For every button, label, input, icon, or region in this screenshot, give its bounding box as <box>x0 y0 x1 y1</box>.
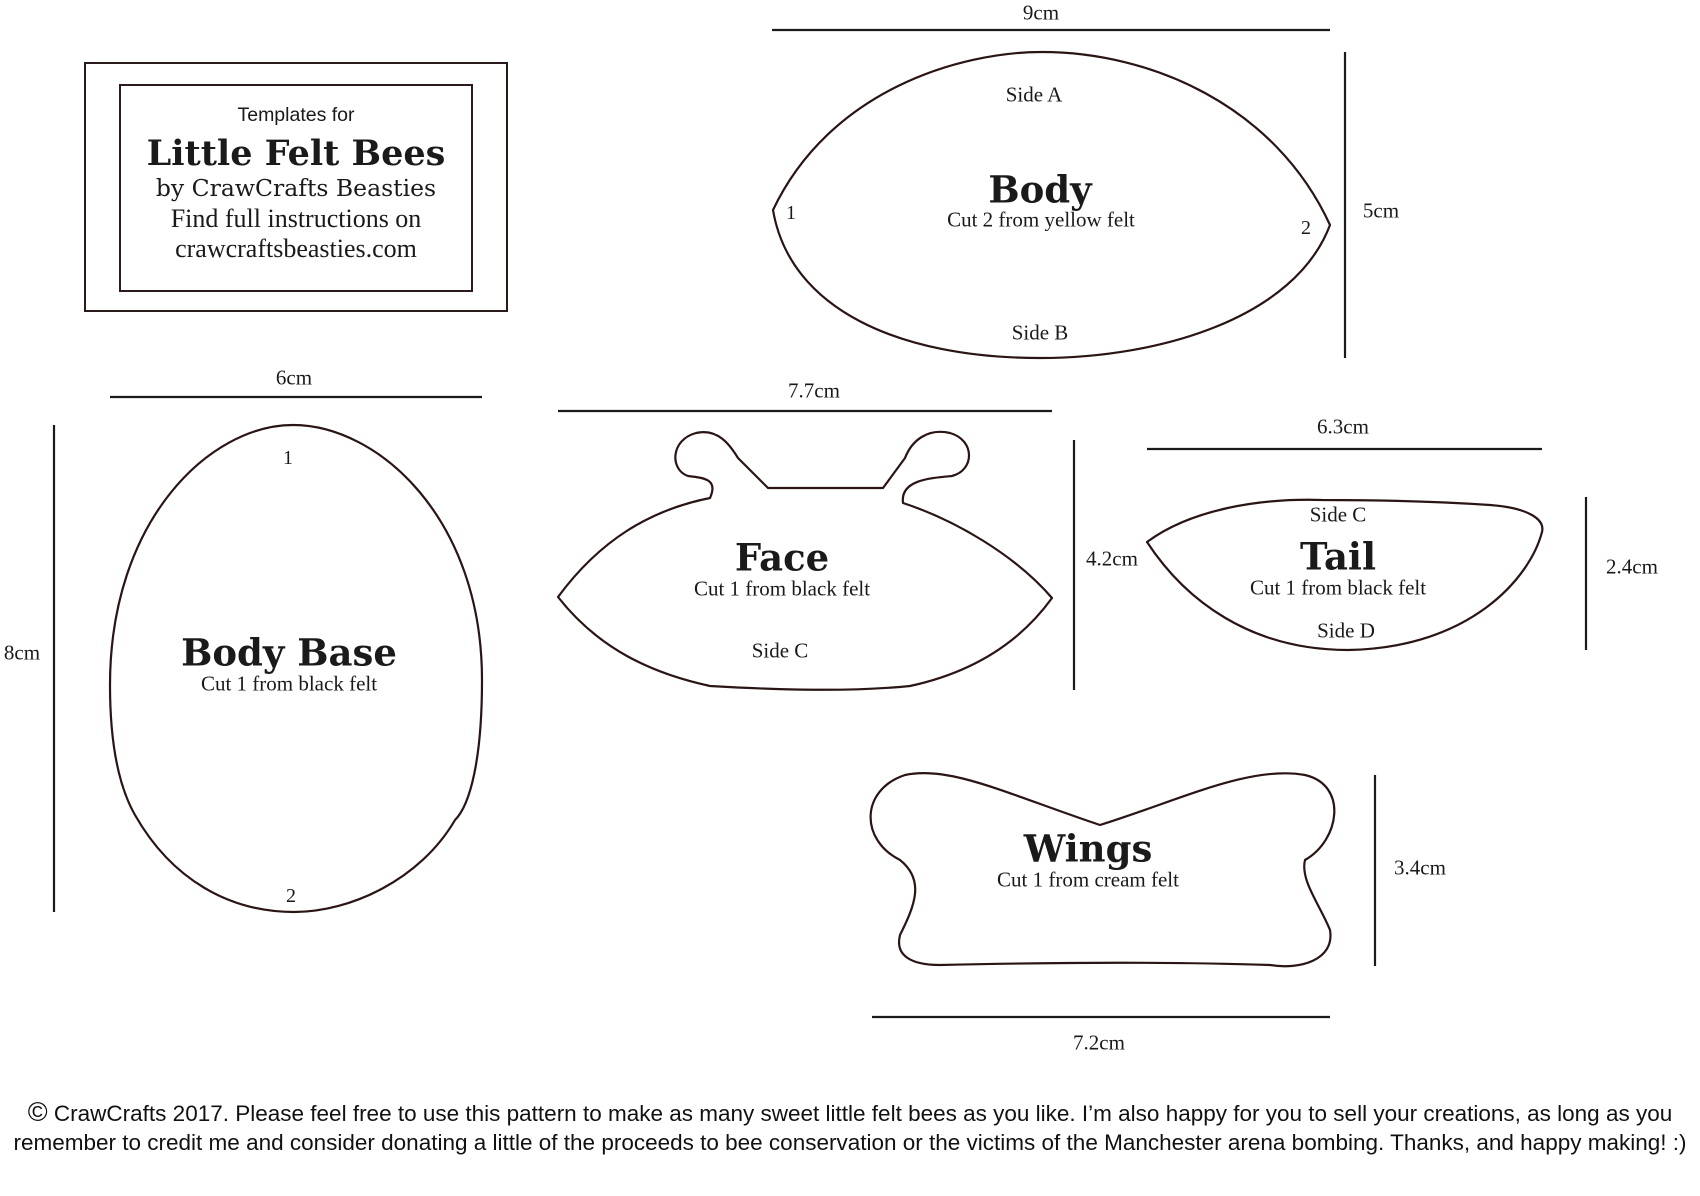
header-author: by CrawCrafts Beasties <box>155 174 437 202</box>
body-base-cut-instruction: Cut 1 from black felt <box>200 671 378 696</box>
tail-title: Tail <box>1299 534 1377 579</box>
copyright-symbol: © <box>27 1097 48 1127</box>
face-side-c-label: Side C <box>751 638 809 663</box>
tail-width-label: 6.3cm <box>1317 414 1369 439</box>
wings-title: Wings <box>1023 826 1153 871</box>
body-cut-instruction: Cut 2 from yellow felt <box>947 207 1135 232</box>
body-base-point-2-label: 2 <box>286 885 296 907</box>
body-point-1-label: 1 <box>786 202 796 224</box>
body-title: Body <box>988 167 1092 212</box>
face-cut-instruction: Cut 1 from black felt <box>693 576 871 601</box>
body-base-height-label: 8cm <box>3 640 41 665</box>
copyright-notice <box>6 1098 1694 1157</box>
body-width-label: 9cm <box>1022 0 1060 25</box>
face-title: Face <box>734 535 830 580</box>
tail-side-c-label: Side C <box>1309 502 1367 527</box>
body-side-a-label: Side A <box>1005 82 1063 107</box>
header-line-templates-for: Templates for <box>237 104 355 126</box>
header-instructions: Find full instructions on <box>170 204 422 233</box>
face-height-label: 4.2cm <box>1086 546 1138 571</box>
wings-height-label: 3.4cm <box>1394 855 1446 880</box>
copyright-text: CrawCrafts 2017. Please feel free to use this pattern to make as many sweet little felt bees as you like. I’m also happy for you to sell your creations, as long as you remember to credit me and consider donating a little of the proceeds to bee conservation or the victims of the Manchester arena bombing. Thanks, and happy making! :) <box>13 1101 1687 1155</box>
tail-height-label: 2.4cm <box>1606 554 1658 579</box>
body-base-point-1-label: 1 <box>283 447 293 469</box>
body-base-width-label: 6cm <box>275 365 313 390</box>
header-title: Little Felt Bees <box>146 133 446 174</box>
body-side-b-label: Side B <box>1011 320 1069 345</box>
header-website: crawcraftsbeasties.com <box>175 234 417 263</box>
body-height-label: 5cm <box>1362 198 1400 223</box>
tail-cut-instruction: Cut 1 from black felt <box>1249 575 1427 600</box>
wings-width-label: 7.2cm <box>1073 1030 1125 1055</box>
face-width-label: 7.7cm <box>788 378 840 403</box>
body-point-2-label: 2 <box>1301 217 1311 239</box>
body-base-title: Body Base <box>181 630 397 675</box>
wings-cut-instruction: Cut 1 from cream felt <box>997 867 1179 892</box>
tail-side-d-label: Side D <box>1317 618 1375 643</box>
